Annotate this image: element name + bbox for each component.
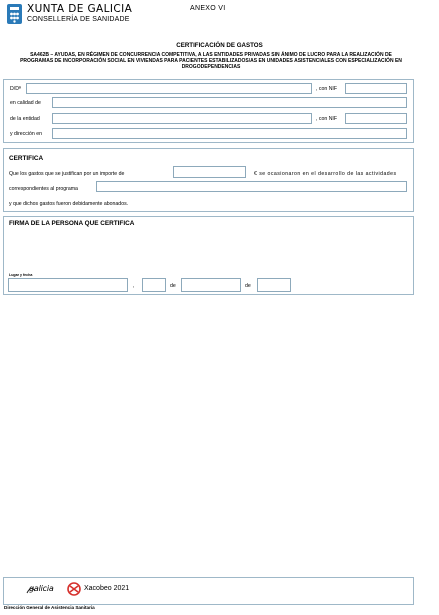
month-field[interactable] xyxy=(181,278,241,292)
address-field[interactable] xyxy=(52,128,407,139)
de-separator-2: de xyxy=(245,283,251,289)
annex-label: ANEXO VI xyxy=(190,5,226,12)
org-name: XUNTA DE GALICIA xyxy=(27,3,133,15)
de-separator-1: de xyxy=(170,283,176,289)
address-label: y dirección en xyxy=(10,131,43,137)
nif2-field[interactable] xyxy=(345,113,407,124)
department-name: CONSELLERÍA DE SANIDADE xyxy=(27,16,130,23)
xacobeo-logo-icon xyxy=(67,582,81,596)
xunta-shield-icon xyxy=(7,4,22,24)
document-title: CERTIFICACIÓN DE GASTOS xyxy=(176,42,263,49)
certify-closing: y que dichos gastos fueron debidamente abonados. xyxy=(9,201,129,207)
amount-field[interactable] xyxy=(173,166,246,178)
name-label: D/Dª xyxy=(10,86,21,92)
nif2-label: , con NIF xyxy=(316,116,338,122)
name-field[interactable] xyxy=(26,83,312,94)
galicia-logo-text: galicia xyxy=(29,584,54,593)
year-field[interactable] xyxy=(257,278,291,292)
program-label: correspondientes al programa xyxy=(9,186,78,192)
entity-field[interactable] xyxy=(52,113,312,124)
role-field[interactable] xyxy=(52,97,407,108)
nif-field[interactable] xyxy=(345,83,407,94)
nif-label: , con NIF xyxy=(316,86,338,92)
document-description: SA462B – AYUDAS, EN RÉGIMEN DE CONCURRENCIA COMPETITIVA, A LAS ENTIDADES PRIVADAS SIN ÁNIMO DE LUCRO PARA LA REALIZACIÓN DE PROGRAMAS DE INCORPORACIÓN SOCIAL EN VIVIENDAS PARA PACIENTES ESTABILIZADOS/AS EN UNIDADES ASISTENCIALES CON ESPECIALIZACIÓN EN DROGODEPENDENCIAS xyxy=(20,52,402,70)
comma-separator: , xyxy=(133,283,135,289)
place-date-label: Lugar y fecha xyxy=(9,273,33,277)
certify-heading: CERTIFICA xyxy=(9,155,44,162)
entity-label: de la entidad xyxy=(10,116,40,122)
certify-text-after: € se ocasionaron en el desarrollo de las actividades xyxy=(254,171,397,177)
directorate-name: Dirección General de Asistencia Sanitaria xyxy=(4,605,95,610)
program-field[interactable] xyxy=(96,181,407,192)
signature-heading: FIRMA DE LA PERSONA QUE CERTIFICA xyxy=(9,220,135,227)
role-label: en calidad de xyxy=(10,100,41,106)
place-field[interactable] xyxy=(8,278,128,292)
day-field[interactable] xyxy=(142,278,166,292)
certify-text-before: Que los gastos que se justifican por un importe de xyxy=(9,171,125,177)
xacobeo-logo-text: Xacobeo 2021 xyxy=(84,585,130,592)
